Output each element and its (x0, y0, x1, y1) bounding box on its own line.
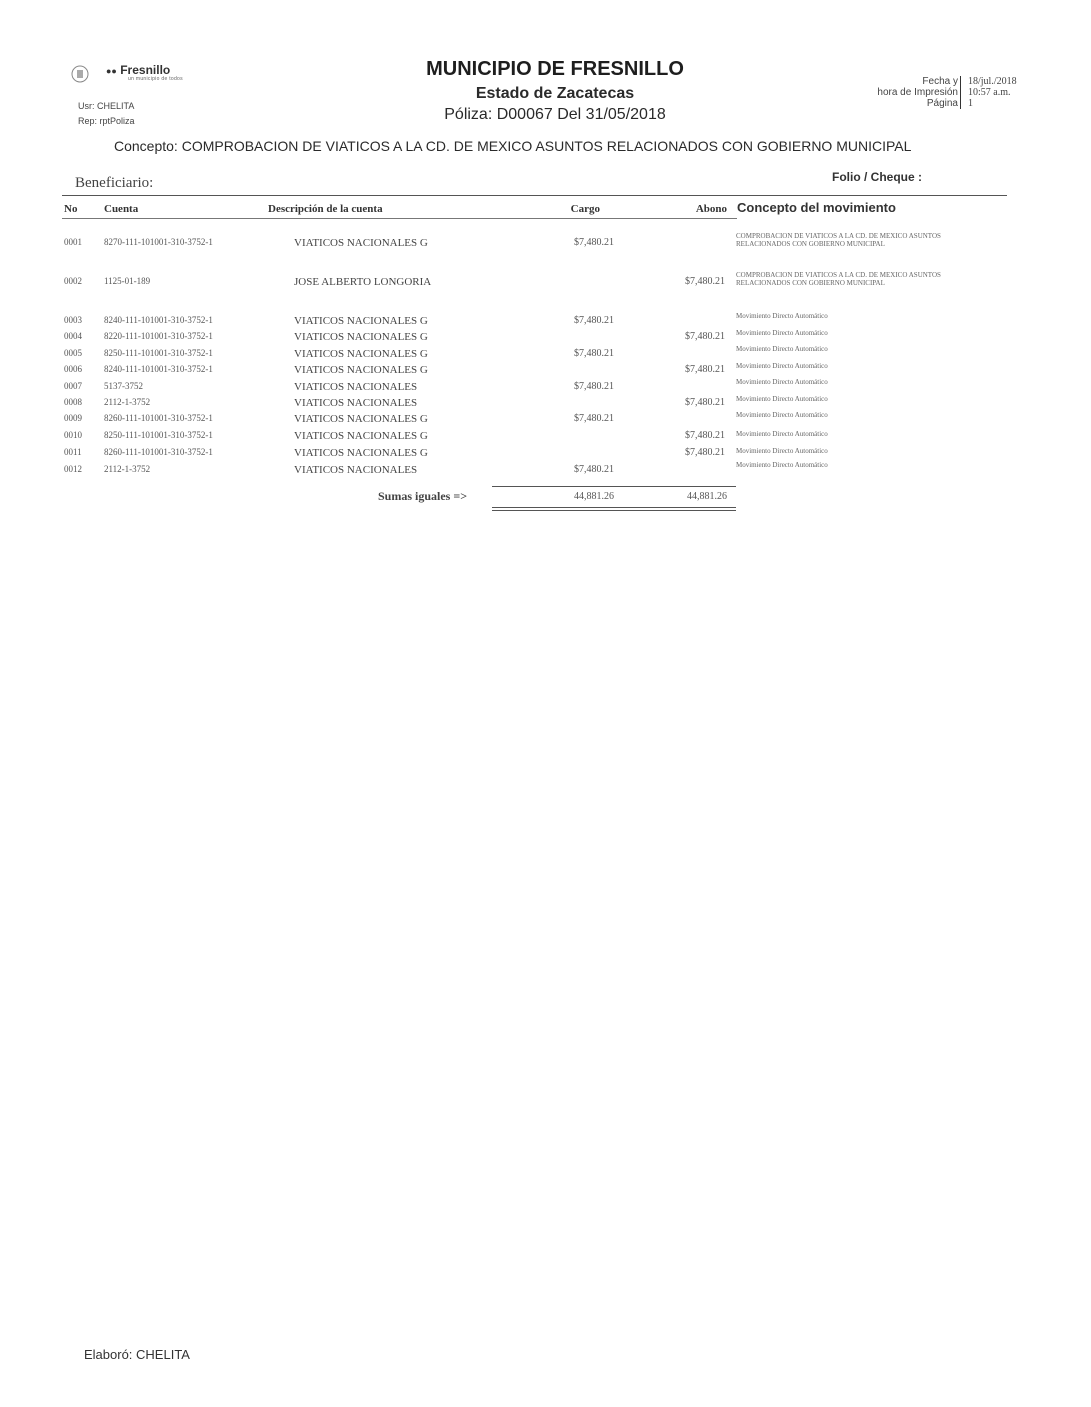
col-header-descripcion: Descripción de la cuenta (268, 203, 383, 215)
row-no: 0009 (64, 413, 82, 423)
row-concepto: Movimiento Directo Automático (736, 362, 828, 370)
print-divider (960, 76, 961, 109)
row-cargo: $7,480.21 (574, 464, 614, 475)
print-labels (877, 76, 958, 109)
row-cargo: $7,480.21 (574, 381, 614, 392)
totals-cargo: 44,881.26 (574, 491, 614, 502)
row-abono: $7,480.21 (685, 364, 725, 375)
row-no: 0005 (64, 348, 82, 358)
row-cuenta: 8260-111-101001-310-3752-1 (104, 447, 213, 457)
hora-value: 10:57 a.m. (968, 87, 1011, 98)
row-cuenta: 1125-01-189 (104, 276, 151, 286)
row-cuenta: 5137-3752 (104, 381, 143, 391)
concepto-line: Concepto: COMPROBACION DE VIATICOS A LA CD. DE MEXICO ASUNTOS RELACIONADOS CON GOBIERNO MUNICIPAL (114, 138, 912, 154)
row-cuenta: 8260-111-101001-310-3752-1 (104, 413, 213, 423)
fecha-label: Fecha y (922, 76, 958, 87)
totals-abono: 44,881.26 (687, 491, 727, 502)
row-cuenta: 2112-1-3752 (104, 464, 151, 474)
row-descripcion: VIATICOS NACIONALES G (294, 348, 428, 360)
user-label: Usr: (78, 101, 95, 111)
row-cargo: $7,480.21 (574, 237, 614, 248)
hora-label: hora de Impresión (877, 87, 958, 98)
row-no: 0007 (64, 381, 82, 391)
row-descripcion: JOSE ALBERTO LONGORIA (294, 276, 432, 288)
row-cuenta: 8250-111-101001-310-3752-1 (104, 348, 213, 358)
row-no: 0001 (64, 237, 82, 247)
row-no: 0004 (64, 331, 82, 341)
col-header-abono: Abono (695, 203, 727, 215)
totals-label: Sumas iguales => (378, 489, 468, 503)
row-descripcion: VIATICOS NACIONALES G (294, 315, 428, 327)
row-concepto: Movimiento Directo Automático (736, 312, 828, 320)
logo-dots-icon: ●● (106, 66, 117, 76)
row-no: 0006 (64, 364, 82, 374)
row-cuenta: 2112-1-3752 (104, 397, 151, 407)
document-title: MUNICIPIO DE FRESNILLO (426, 58, 684, 80)
row-descripcion: VIATICOS NACIONALES G (294, 413, 428, 425)
row-cargo: $7,480.21 (574, 348, 614, 359)
row-concepto: Movimiento Directo Automático (736, 430, 828, 438)
user-line (78, 101, 134, 111)
row-abono: $7,480.21 (685, 447, 725, 458)
row-cuenta: 8250-111-101001-310-3752-1 (104, 430, 213, 440)
document-state: Estado de Zacatecas (475, 85, 635, 102)
row-concepto: Movimiento Directo Automático (736, 411, 828, 419)
table-header-rule (62, 218, 737, 219)
row-no: 0002 (64, 276, 82, 286)
row-cuenta: 8240-111-101001-310-3752-1 (104, 364, 213, 374)
row-cargo: $7,480.21 (574, 413, 614, 424)
beneficiario-label: Beneficiario: (75, 175, 154, 191)
row-no: 0011 (64, 447, 82, 457)
municipal-seal-icon (70, 64, 90, 84)
row-abono: $7,480.21 (685, 331, 725, 342)
logo-text: Fresnillo (120, 63, 171, 77)
poliza-line: Póliza: D00067 Del 31/05/2018 (444, 106, 666, 123)
col-header-no: No (64, 203, 78, 215)
row-descripcion: VIATICOS NACIONALES (294, 464, 418, 476)
report-value: rptPoliza (99, 116, 135, 126)
row-abono: $7,480.21 (685, 430, 725, 441)
col-header-cargo: Cargo (570, 203, 600, 215)
row-no: 0003 (64, 315, 82, 325)
row-cuenta: 8270-111-101001-310-3752-1 (104, 237, 213, 247)
report-line (78, 116, 135, 126)
col-header-concepto: Concepto del movimiento (737, 200, 896, 215)
row-descripcion: VIATICOS NACIONALES G (294, 237, 428, 249)
fresnillo-logo (106, 63, 170, 77)
row-cuenta: 8240-111-101001-310-3752-1 (104, 315, 213, 325)
row-descripcion: VIATICOS NACIONALES G (294, 364, 428, 376)
row-concepto: COMPROBACION DE VIATICOS A LA CD. DE MEXICO ASUNTOS RELACIONADOS CON GOBIERNO MUNICIPAL (736, 232, 941, 248)
logo-subtitle: un municipio de todos (128, 76, 183, 82)
elaboro-line: Elaboró: CHELITA (84, 1347, 190, 1362)
print-values (968, 76, 1017, 109)
pagina-value: 1 (968, 98, 973, 109)
row-cuenta: 8220-111-101001-310-3752-1 (104, 331, 213, 341)
col-header-cuenta: Cuenta (104, 203, 139, 215)
user-value: CHELITA (97, 101, 135, 111)
row-cargo: $7,480.21 (574, 315, 614, 326)
row-no: 0010 (64, 430, 82, 440)
row-abono: $7,480.21 (685, 276, 725, 287)
row-concepto: Movimiento Directo Automático (736, 378, 828, 386)
row-concepto: Movimiento Directo Automático (736, 395, 828, 403)
row-descripcion: VIATICOS NACIONALES (294, 397, 418, 409)
row-descripcion: VIATICOS NACIONALES G (294, 331, 428, 343)
totals-double-rule-2 (492, 510, 736, 511)
row-concepto: Movimiento Directo Automático (736, 345, 828, 353)
report-label: Rep: (78, 116, 98, 126)
row-concepto: Movimiento Directo Automático (736, 329, 828, 337)
totals-top-rule (492, 486, 736, 487)
pagina-label: Página (926, 98, 958, 109)
row-descripcion: VIATICOS NACIONALES G (294, 447, 428, 459)
row-concepto: Movimiento Directo Automático (736, 461, 828, 469)
header-divider (62, 195, 1007, 196)
row-abono: $7,480.21 (685, 397, 725, 408)
totals-double-rule-1 (492, 507, 736, 508)
row-no: 0012 (64, 464, 82, 474)
row-descripcion: VIATICOS NACIONALES (294, 381, 418, 393)
fecha-value: 18/jul./2018 (968, 76, 1017, 87)
row-concepto: COMPROBACION DE VIATICOS A LA CD. DE MEXICO ASUNTOS RELACIONADOS CON GOBIERNO MUNICIPAL (736, 271, 941, 287)
row-no: 0008 (64, 397, 82, 407)
folio-label: Folio / Cheque : (832, 170, 922, 184)
row-descripcion: VIATICOS NACIONALES G (294, 430, 428, 442)
row-concepto: Movimiento Directo Automático (736, 447, 828, 455)
